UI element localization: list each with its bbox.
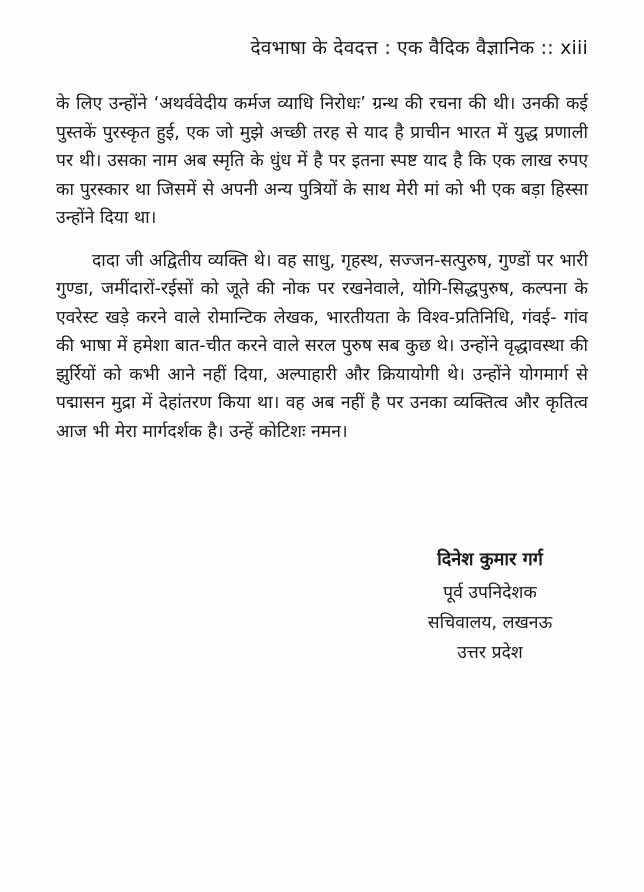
signature-block — [370, 544, 610, 668]
author-name: दिनेश कुमार गर्ग — [437, 549, 543, 570]
running-header: देवभाषा के देवदत्त : एक वैदिक वैज्ञानिक :: xiii — [250, 37, 588, 59]
paragraph-1: के लिए उन्होंने ‘अथर्ववेदीय कर्मज व्याधि निरोधः’ ग्रन्थ की रचना की थी। उनकी कई पुस्तकें पुरस्कृत हुई, एक जो मुझे अच्छी तरह से याद है प्राचीन भारत में युद्ध प्रणाली पर थी। उसका नाम अब स्मृति के धुंध में है पर इतना स्पष्ट याद है कि एक लाख रुपए का पुरस्कार था जिसमें से अपनी अन्य पुत्रियों के साथ मेरी मां को भी एक बड़ा हिस्सा उन्होंने दिया था। — [56, 94, 588, 228]
body-text — [56, 90, 588, 446]
author-office: सचिवालय, लखनऊ — [427, 613, 553, 633]
paragraph-2: दादा जी अद्वितीय व्यक्ति थे। वह साधु, गृहस्थ, सज्जन-सत्पुरुष, गुण्डों पर भारी गुण्डा, जमींदारों-रईसों को जूते की नोक पर रखनेवाले, योगि-सिद्धपुरुष, कल्पना के एवरेस्ट खड़े करने वाले रोमान्टिक लेखक, भारतीयता के विश्व-प्रतिनिधि, गंवई- गांव की भाषा में हमेशा बात-चीत करने वाले सरल पुरुष सब कुछ थे। उन्होंने वृद्धावस्था की झुर्रियों को कभी आने नहीं दिया, अल्पाहारी और क्रियायोगी थे। उन्होंने योगमार्ग से पद्मासन मुद्रा में देहांतरण किया था। वह अब नहीं है पर उनका व्यक्तित्व और कृतित्व आज भी मेरा मार्गदर्शक है। उन्हें कोटिशः नमन। — [56, 250, 588, 442]
author-designation: पूर्व उपनिदेशक — [443, 583, 537, 603]
author-state: उत्तर प्रदेश — [457, 643, 523, 663]
